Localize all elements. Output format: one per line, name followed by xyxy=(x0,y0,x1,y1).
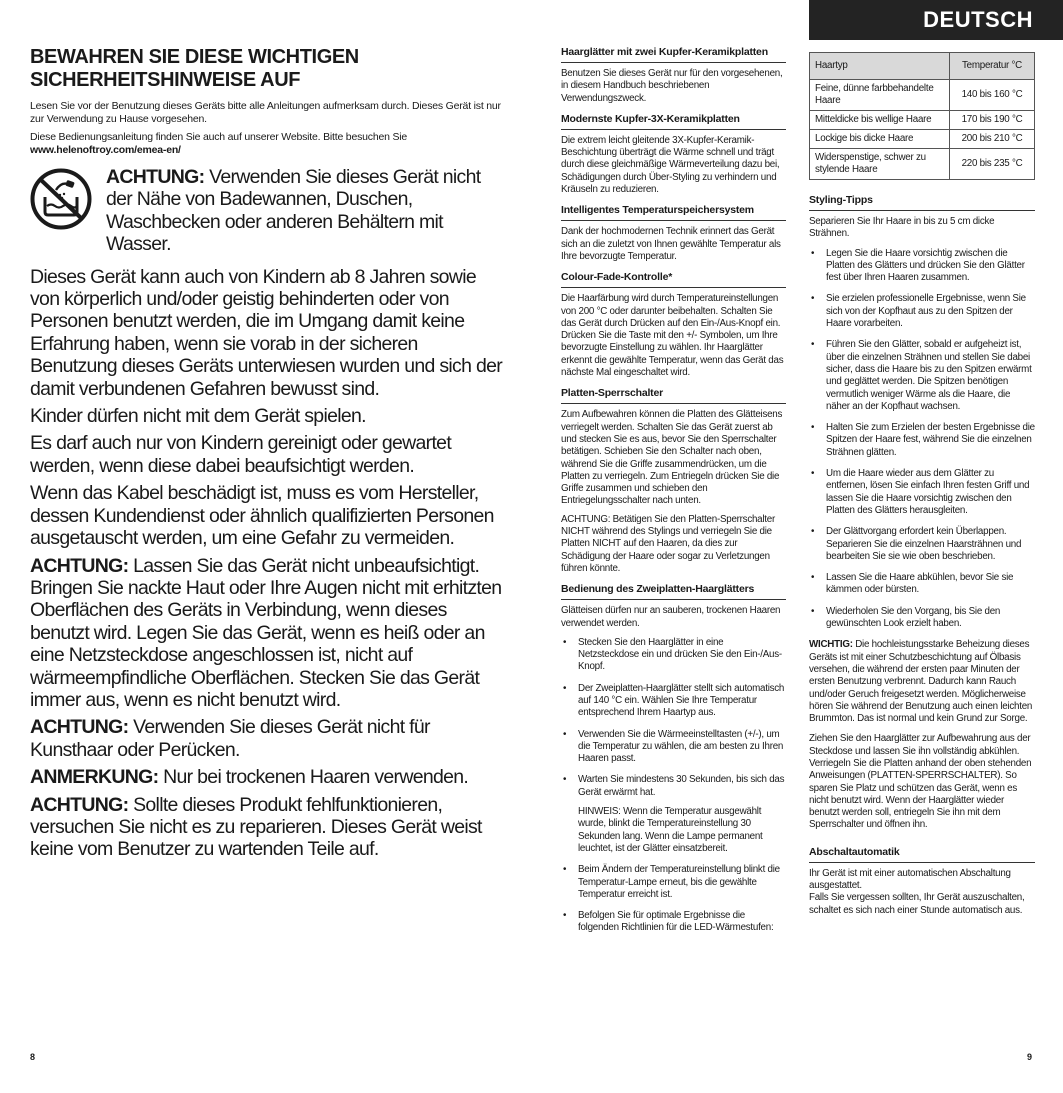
section-heading: Platten-Sperrschalter xyxy=(561,387,786,404)
column-header-hair-type: Haartyp xyxy=(810,53,950,80)
list-item: • Beim Ändern der Temperatureinstellung blinkt die Temperatur-Lampe erneut, bis die gewählte Temperatur erreicht ist. xyxy=(563,864,780,900)
safety-title: BEWAHREN SIE DIESE WICHTIGEN SICHERHEITSHINWEISE AUF xyxy=(30,46,359,91)
section-text: Die extrem leicht gleitende 3X-Kupfer-Keramik-Beschichtung überträgt die Wärme schnell und trägt durch diese gleichmäßige Wärmeverteilung dazu bei, Schädigungen durch Über-Styling zu verhindern und Kräuseln zu reduzieren. xyxy=(561,134,780,196)
section-text: Dank der hochmodernen Technik erinnert das Gerät sich an die zuletzt von Ihnen gewählte Temperatur als Ihre bevorzugte Temperatur. xyxy=(561,226,781,262)
list-item: • Um die Haare wieder aus dem Glätter zu entfernen, lösen Sie einfach Ihren festen Griff und lassen Sie die Haare vorsichtig zwischen den Platten des Glätters herausgleiten. xyxy=(811,468,1030,516)
table-row xyxy=(810,111,1035,130)
table-header-row xyxy=(810,53,1035,80)
temperature-cell: 140 bis 160 °C xyxy=(950,80,1035,111)
section-heading: Intelligentes Temperaturspeichersystem xyxy=(561,204,786,221)
section-heading: Modernste Kupfer-3X-Keramikplatten xyxy=(561,113,786,130)
hair-type-cell: Feine, dünne farbbehandelte Haare xyxy=(810,80,950,111)
temperature-cell: 220 bis 235 °C xyxy=(950,149,1035,180)
safety-column xyxy=(30,46,508,866)
styling-tips-list xyxy=(809,248,1035,631)
temperature-cell: 170 bis 190 °C xyxy=(950,111,1035,130)
section-text: Zum Aufbewahren können die Platten des Glätteisens verriegelt werden. Schalten Sie das Gerät zuerst ab und stecken Sie es aus, bevor Sie den Sperrschalter betätigen. Schieben Sie den Schalter nach oben, während Sie die Griffe zusammendrücken, um die Platten zu verriegeln. Zum Entriegeln drücken Sie die Griffe zusammen und schieben den Entriegelungsschalter nach unten. xyxy=(561,409,783,507)
list-item: • Der Glättvorgang erfordert kein Überlappen. Separieren Sie die einzelnen Haarsträhnen und bearbeiten Sie sie wie oben beschrieben. xyxy=(811,526,1022,562)
intro-paragraph-1: Lesen Sie vor der Benutzung dieses Geräts bitte alle Anleitungen aufmerksam durch. Dieses Gerät ist nur zur Verwendung zu Hause vorgesehen. xyxy=(30,100,501,125)
page-number-left: 8 xyxy=(30,1052,36,1062)
features-column xyxy=(561,46,786,944)
auto-shutoff-heading: Abschaltautomatik xyxy=(809,846,1035,863)
note: ANMERKUNG: Nur bei trockenen Haaren verwenden. xyxy=(30,766,469,789)
list-item: • Stecken Sie den Haarglätter in eine Netzsteckdose ein und drücken Sie den Ein-/Aus-Knopf. xyxy=(563,636,782,673)
hinweis-note: HINWEIS: Wenn die Temperatur ausgewählt wurde, blinkt die Temperatureinstellung 30 Sekunden lang. Wenn die Lampe permanent leuchtet, ist der Glätter einsatzbereit. xyxy=(578,806,763,854)
water-warning xyxy=(30,166,508,256)
table-row xyxy=(810,80,1035,111)
operation-steps xyxy=(561,637,786,935)
cable-paragraph: Wenn das Kabel beschädigt ist, muss es vom Hersteller, dessen Kundendienst oder ähnlich qualifizierten Personen ausgetauscht werden, um eine Gefahr zu vermeiden. xyxy=(30,482,494,550)
intro-paragraph-2: Diese Bedienungsanleitung finden Sie auch auf unserer Website. Bitte besuchen Sie www.helenoftroy.com/emea-en/ xyxy=(30,131,408,156)
list-item: • Verwenden Sie die Wärmeeinstelltasten (+/-), um die Temperatur zu wählen, die am besten zu Ihren Haaren passt. xyxy=(563,728,784,765)
tips-column xyxy=(809,52,1035,917)
table-row xyxy=(810,130,1035,149)
list-item: • Wiederholen Sie den Vorgang, bis Sie den gewünschten Look erzielt haben. xyxy=(811,605,1001,630)
storage-text: Ziehen Sie den Haarglätter zur Aufbewahrung aus der Steckdose und lassen Sie ihn vollständig abkühlen. Verriegeln Sie die Platten anhand der oben stehenden Anweisungen (PLATTEN-SPERRSCHALTER). So sparen Sie Platz und schützen das Gerät, wenn es nicht benutzt wird. Wenn der Haarglätter wieder benutzt werden soll, entriegeln Sie ihn mit dem Sperrschalter und öffnen ihn. xyxy=(809,733,1032,831)
intro-text xyxy=(30,100,508,157)
warning-1: ACHTUNG: Verwenden Sie dieses Gerät nicht der Nähe von Badewannen, Duschen, Waschbecken oder anderen Behältern mit Wasser. xyxy=(106,166,481,256)
cleaning-paragraph: Es darf auch nur von Kindern gereinigt oder gewartet werden, wenn diese dabei beaufsichtigt werden. xyxy=(30,432,452,477)
list-item: • Sie erzielen professionelle Ergebnisse, wenn Sie sich von der Kopfhaut aus zu den Spitzen der Haare vorarbeiten. xyxy=(811,293,1026,330)
hair-type-cell: Mitteldicke bis wellige Haare xyxy=(810,111,950,130)
list-item: • Halten Sie zum Erzielen der besten Ergebnisse die Spitzen der Haare fest, während Sie die einzelnen Strähnen glätten. xyxy=(811,422,1035,458)
important-note: WICHTIG: Die hochleistungsstarke Beheizung dieses Geräts ist mit einer Schutzbeschichtung auf Ölbasis versehen, die während der ersten paar Minuten der ersten Benutzung verbrennt. Dadurch kann Rauch und/oder Geruch freigesetzt werden. Möglicherweise hören Sie während der Benutzung auch einen leichten Brummton. Das ist normal und kein Grund zur Sorge. xyxy=(809,639,1033,725)
list-item: • Legen Sie die Haare vorsichtig zwischen die Platten des Glätters und drücken Sie den Glätter fest über Ihren Haaren zusammen. xyxy=(811,247,1025,284)
list-item: • Befolgen Sie für optimale Ergebnisse die folgenden Richtlinien für die LED-Wärmestufen: xyxy=(563,910,774,934)
list-item: • Der Zweiplatten-Haarglätter stellt sich automatisch auf 140 °C ein. Wählen Sie Ihre Temperatur entsprechend Ihrem Haartyp aus. xyxy=(563,682,785,719)
hair-type-cell: Widerspenstige, schwer zu stylende Haare xyxy=(810,149,950,180)
section-heading: Haarglätter mit zwei Kupfer-Keramikplatten xyxy=(561,46,786,63)
section-text: Benutzen Sie dieses Gerät nur für den vorgesehenen, in diesem Handbuch beschriebenen Verwendungszweck. xyxy=(561,68,783,104)
language-tab: DEUTSCH xyxy=(809,0,1063,40)
children-play-paragraph: Kinder dürfen nicht mit dem Gerät spielen. xyxy=(30,405,366,428)
hair-type-cell: Lockige bis dicke Haare xyxy=(810,130,950,149)
styling-intro: Separieren Sie Ihr Haare in bis zu 5 cm dicke Strähnen. xyxy=(809,216,995,240)
temperature-table xyxy=(809,52,1035,180)
children-paragraph: Dieses Gerät kann auch von Kindern ab 8 Jahren sowie von körperlich und/oder geistig behinderten oder von Personen benutzt werden, die im Umgang damit keine Erfahrung haben, wenn sie vorab in der sicheren Benutzung dieses Geräts unterwiesen wurden und sich der damit verbundenen Gefahren bewusst sind. xyxy=(30,265,503,400)
temperature-cell: 200 bis 210 °C xyxy=(950,130,1035,149)
section-text: Glätteisen dürfen nur an sauberen, trockenen Haaren verwendet werden. xyxy=(561,605,781,629)
no-bath-water-icon xyxy=(30,168,92,230)
list-item: • Führen Sie den Glätter, sobald er aufgeheizt ist, über die einzelnen Strähnen und stellen Sie dabei sicher, dass die Haare bis zu den Spitzen erwärmt und geglättet werden. Die Spitzen benötigen vermutlich weniger Wärme als die Haare, die näher an der Kopfhaut wachsen. xyxy=(811,339,1032,412)
page-number-right: 9 xyxy=(1027,1052,1033,1062)
warning-3: ACHTUNG: Verwenden Sie dieses Gerät nicht für Kunsthaar oder Perücken. xyxy=(30,716,430,761)
column-header-temperature: Temperatur °C xyxy=(950,53,1035,80)
warning-2: ACHTUNG: Lassen Sie das Gerät nicht unbeaufsichtigt. Bringen Sie nackte Haut oder Ihre Augen nicht mit erhitzten Oberflächen des Geräts in Verbindung, wenn dieses benutzt wird. Legen Sie das Gerät, wenn es heiß oder an eine Netzsteckdose angeschlossen ist, nicht auf wärmeempfindliche Oberflächen. Stecken Sie das Gerät immer aus, wenn es nicht benutzt wird. xyxy=(30,554,502,711)
website-link[interactable]: www.helenoftroy.com/emea-en/ xyxy=(30,144,181,156)
styling-tips-heading: Styling-Tipps xyxy=(809,194,1035,211)
list-item: • Lassen Sie die Haare abkühlen, bevor Sie sie kämmen oder bürsten. xyxy=(811,572,1014,596)
section-heading: Bedienung des Zweiplatten-Haarglätters xyxy=(561,583,786,600)
table-row xyxy=(810,149,1035,180)
auto-shutoff-text: Ihr Gerät ist mit einer automatischen Abschaltung ausgestattet. Falls Sie vergessen sollten, Ihr Gerät auszuschalten, schaltet es sich nach einer Stunde automatisch aus. xyxy=(809,867,1025,916)
lock-warning-text: ACHTUNG: Betätigen Sie den Platten-Sperrschalter NICHT während des Stylings und verriegeln Sie die Platten NICHT auf den Haaren, da dies zur Schädigung der Haare oder sogar zu Verletzungen führen könnte. xyxy=(561,513,775,574)
section-text: Die Haarfärbung wird durch Temperatureinstellungen von 200 °C oder darunter beibehalten. Schalten Sie das Gerät durch Drücken auf den Ein-/Aus-Knopf ein. Drücken Sie die Taste mit den +/- Symbolen, um Ihre bevorzugte Einstellung zu wählen. Ihr Haarglätter erkennt die gewählte Temperatur, wenn das Gerät das nächste Mal eingeschaltet wird. xyxy=(561,293,784,379)
section-heading: Colour-Fade-Kontrolle* xyxy=(561,271,786,288)
warning-4: ACHTUNG: Sollte dieses Produkt fehlfunktionieren, versuchen Sie nicht es zu reparieren. Dieses Gerät weist keine vom Benutzer zu wartenden Teile auf. xyxy=(30,793,482,861)
list-item: • Warten Sie mindestens 30 Sekunden, bis sich das Gerät erwärmt hat. HINWEIS: Wenn die Temperatur ausgewählt wurde, blinkt die Temperatureinstellung 30 Sekunden lang. Wenn die Lampe permanent leuchtet, ist der Glätter einsatzbereit. xyxy=(563,774,785,854)
